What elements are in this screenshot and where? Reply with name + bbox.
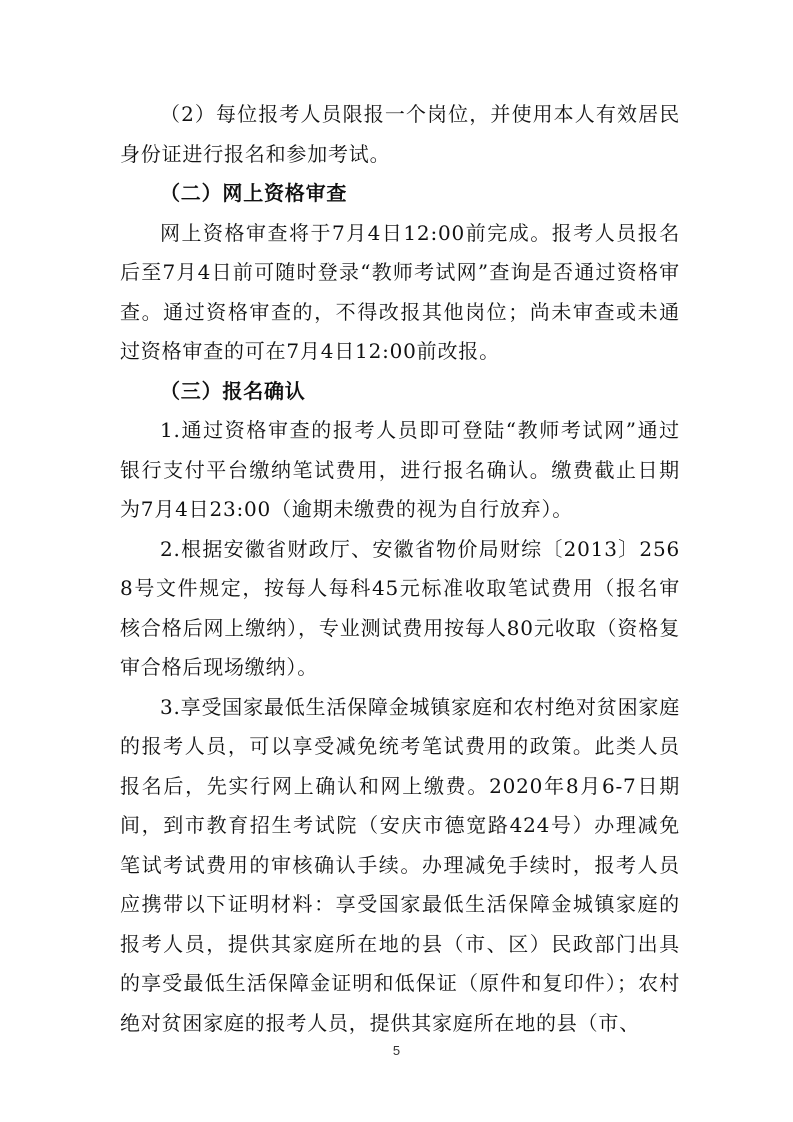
paragraph-id-card-rule: （2）每位报考人员限报一个岗位，并使用本人有效居民身份证进行报名和参加考试。 <box>120 102 680 166</box>
document-body <box>120 95 680 1043</box>
paragraph-fee-standard: 2.根据安徽省财政厅、安徽省物价局财综〔2013〕2568号文件规定，按每人每科45元标准收取笔试费用（报名审核合格后网上缴纳），专业测试费用按每人80元收取（资格复审合格后现场缴纳）。 <box>120 536 680 679</box>
section-heading-online-review: （二）网上资格审查 <box>160 181 348 205</box>
paragraph-payment-confirm: 1.通过资格审查的报考人员即可登陆“教师考试网”通过银行支付平台缴纳笔试费用，进行报名确认。缴费截止日期为7月4日23:00（逾期未缴费的视为自行放弃）。 <box>120 418 680 521</box>
section-heading-registration-confirm: （三）报名确认 <box>160 378 306 403</box>
paragraph-fee-waiver: 3.享受国家最低生活保障金城镇家庭和农村绝对贫困家庭的报考人员，可以享受减免统考笔试费用的政策。此类人员报名后，先实行网上确认和网上缴费。2020年8月6-7日期间，到市教育招生考试院（安庆市德宽路424号）办理减免笔试考试费用的审核确认手续。办理减免手续时，报考人员应携带以下证明材料：享受国家最低生活保障金城镇家庭的报考人员，提供其家庭所在地的县（市、区）民政部门出具的享受最低生活保障金证明和低保证（原件和复印件）；农村绝对贫困家庭的报考人员，提供其家庭所在地的县（市、 <box>120 694 680 1035</box>
page-number: 5 <box>392 1043 401 1058</box>
paragraph-online-review: 网上资格审查将于7月4日12:00前完成。报考人员报名后至7月4日前可随时登录“教师考试网”查询是否通过资格审查。通过资格审查的，不得改报其他岗位；尚未审查或未通过资格审查的可在7月4日12:00前改报。 <box>120 220 680 363</box>
